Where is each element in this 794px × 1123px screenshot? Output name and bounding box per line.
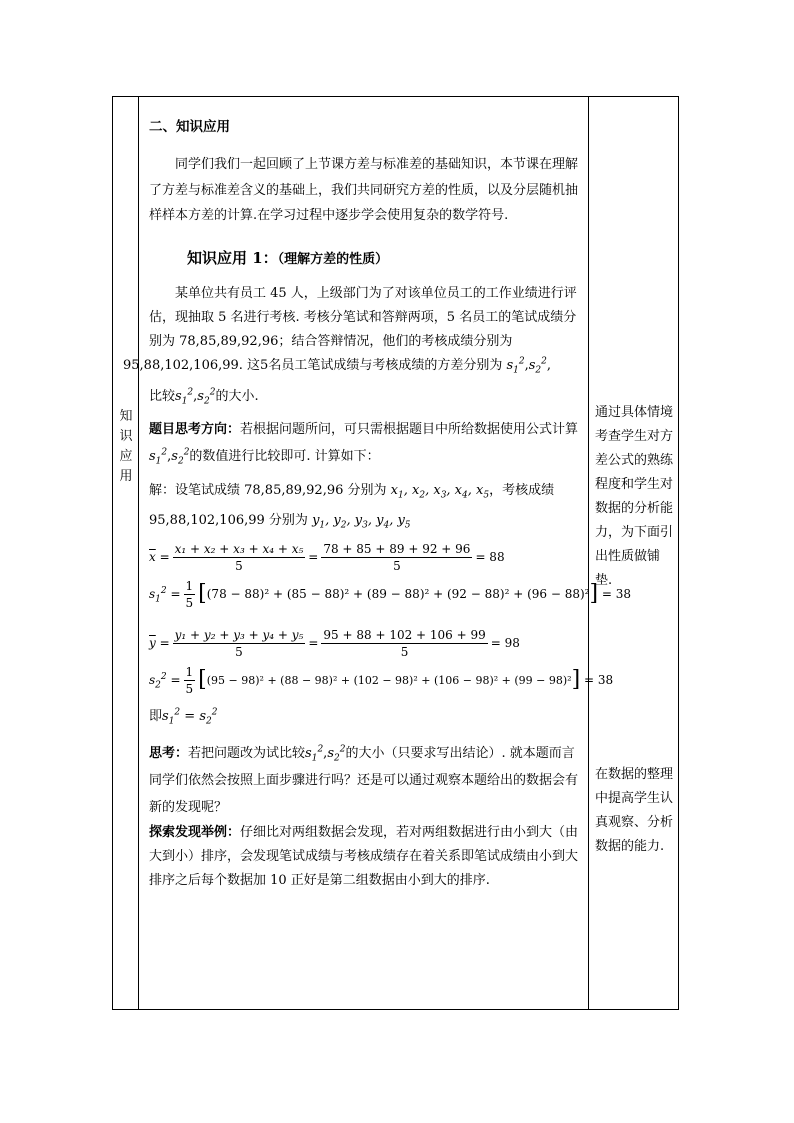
intro-paragraph: 同学们我们一起回顾了上节课方差与标准差的基础知识，本节课在理解了方差与标准差含义的基础上，我们共同研究方差的性质，以及分层随机抽样样本方差的计算.在学习过程中逐步学会使用复杂的数学符号. (149, 157, 579, 223)
content-body (123, 115, 632, 893)
mean-x-equation: $\overline{x}$ = $\frac{\text{x₁ + x₂ + x₃ + x₄ + x₅}}{5}$ = $\frac{78 + 85 + 89 + 92 + 96}{5}$ = 88 (149, 541, 505, 573)
think-paragraph: 思考：若把问题改为试比较$s_1^2,s_2^2$的大小（只要求写出结论）. 就本题而言同学们依然会按照上面步骤进行吗？还是可以通过观察本题给出的数据会有新的发现呢？ (149, 744, 579, 815)
compare-line: 比较$s_1^2,s_2^2$的大小. (149, 387, 259, 407)
solution-line2: 95,88,102,106,99 分别为 $y_1$, $y_2$, $y_3$, $y_4$, $y_5$ (149, 512, 411, 531)
category-label: 知识应用 (119, 409, 133, 484)
lesson-table (112, 96, 679, 1010)
content-column (123, 97, 632, 1009)
variance-s1-equation: $s_1^2$ = $\frac{1}{5}$ [ (78 − 88)² + (85 − 88)² + (89 − 88)² + (92 − 88)² + (96 − 88)² ] = 38 (149, 578, 632, 610)
problem-paragraph: 某单位共有员工 45 人，上级部门为了对该单位员工的工作业绩进行评估，现抽取 5 名进行考核. 考核分笔试和答辩两项，5 名员工的笔试成绩分别为 78,85,89,92,96；结合答辩情况，他们的考核成绩分别为 95,88,102,106,99. 这5名员工笔试成绩与考核成绩的方差分别为 $s_1^2,s_2^2$, (123, 285, 577, 376)
category-column (113, 97, 139, 1009)
hint-paragraph: 题目思考方向：若根据问题所问，可只需根据题目中所给数据使用公式计算$s_1^2,s_2^2$的数值进行比较即可. 计算如下： (149, 421, 579, 467)
section-title: 二、知识应用 (149, 119, 230, 135)
side-note-2: 在数据的整理中提高学生认真观察、分析数据的能力. (595, 767, 674, 854)
subsection-title: 知识应用 1：（理解方差的性质） (187, 248, 389, 267)
variance-s2-equation: $s_2^2$ = $\frac{1}{5}$ [ (95 − 98)² + (88 − 98)² + (102 − 98)² + (106 − 98)² + (99 − 98)² ] = 38 (149, 664, 614, 696)
explore-paragraph: 探索发现举例：仔细比对两组数据会发现，若对两组数据进行由小到大（由大到小）排序，会发现笔试成绩与考核成绩存在着关系即笔试成绩由小到大排序之后每个数据加 10 正好是第二组数据由小到大的排序. (149, 824, 579, 888)
conclusion-line: 即$s_1^2 = s_2^2$ (149, 707, 218, 727)
notes-column (589, 97, 680, 1009)
side-note-1: 通过具体情境考查学生对方差公式的熟练程度和学生对数据的分析能力，为下面引出性质做铺垫. (595, 405, 674, 588)
mean-y-equation: $\overline{y}$ = $\frac{\text{y₁ + y₂ + y₃ + y₄ + y₅}}{5}$ = $\frac{95 + 88 + 102 + 106 + 99}{5}$ = 98 (149, 627, 520, 659)
solution-line1: 解：设笔试成绩 78,85,89,92,96 分别为 $x_1$, $x_2$, $x_3$, $x_4$, $x_5$，考核成绩 (149, 482, 555, 501)
